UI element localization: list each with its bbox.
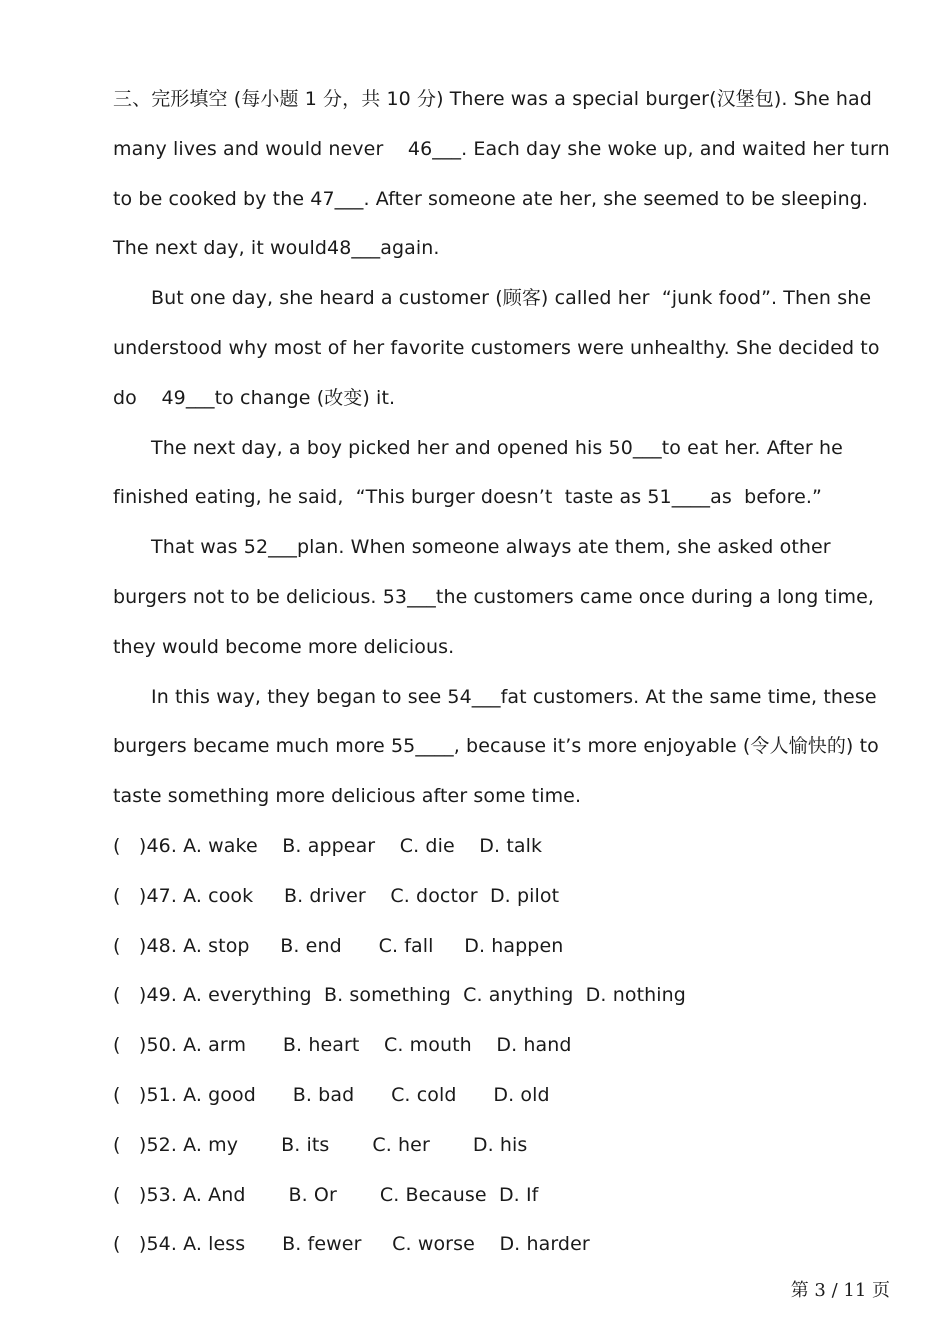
passage-paragraph-5: In this way, they began to see 54___fat customers. At the same time, these burgers became much more 55____, because it’s more enjoyable (令人愉快的) to taste something more delicious after some time. xyxy=(113,685,885,808)
question-47: ( )47. A. cook B. driver C. doctor D. pilot xyxy=(113,884,560,907)
question-48: ( )48. A. stop B. end C. fall D. happen xyxy=(113,934,564,957)
passage-paragraph-3: The next day, a boy picked her and opened his 50___to eat her. After he finished eating, he said, “This burger doesn’t taste as 51____as before.” xyxy=(113,436,850,509)
question-49: ( )49. A. everything B. something C. anything D. nothing xyxy=(113,984,686,1007)
question-50: ( )50. A. arm B. heart C. mouth D. hand xyxy=(113,1034,572,1057)
question-53: ( )53. A. And B. Or C. Because D. If xyxy=(113,1183,539,1206)
passage-paragraph-1: 三、完形填空 (每小题 1 分，共 10 分) There was a special burger(汉堡包). She had many lives and would never 46___. Each day she woke up, and waited her turn to be cooked by the 47___. After someone ate her, she seemed to be sleeping. The next day, it would48___again. xyxy=(113,88,896,260)
passage-paragraph-2: But one day, she heard a customer (顾客) called her “junk food”. Then she understood why most of her favorite customers were unhealthy. She decided to do 49___to change (改变) it. xyxy=(113,287,886,409)
passage-paragraph-4: That was 52___plan. When someone always ate them, she asked other burgers not to be delicious. 53___the customers came once during a long time, they would become more delicious. xyxy=(113,536,881,658)
question-46: ( )46. A. wake B. appear C. die D. talk xyxy=(113,834,543,857)
cloze-section xyxy=(113,75,898,1270)
question-52: ( )52. A. my B. its C. her D. his xyxy=(113,1133,528,1156)
question-51: ( )51. A. good B. bad C. cold D. old xyxy=(113,1083,550,1106)
question-list xyxy=(113,822,898,1270)
question-54: ( )54. A. less B. fewer C. worse D. harder xyxy=(113,1233,590,1256)
page-number: 第 3 / 11 页 xyxy=(790,1280,890,1301)
